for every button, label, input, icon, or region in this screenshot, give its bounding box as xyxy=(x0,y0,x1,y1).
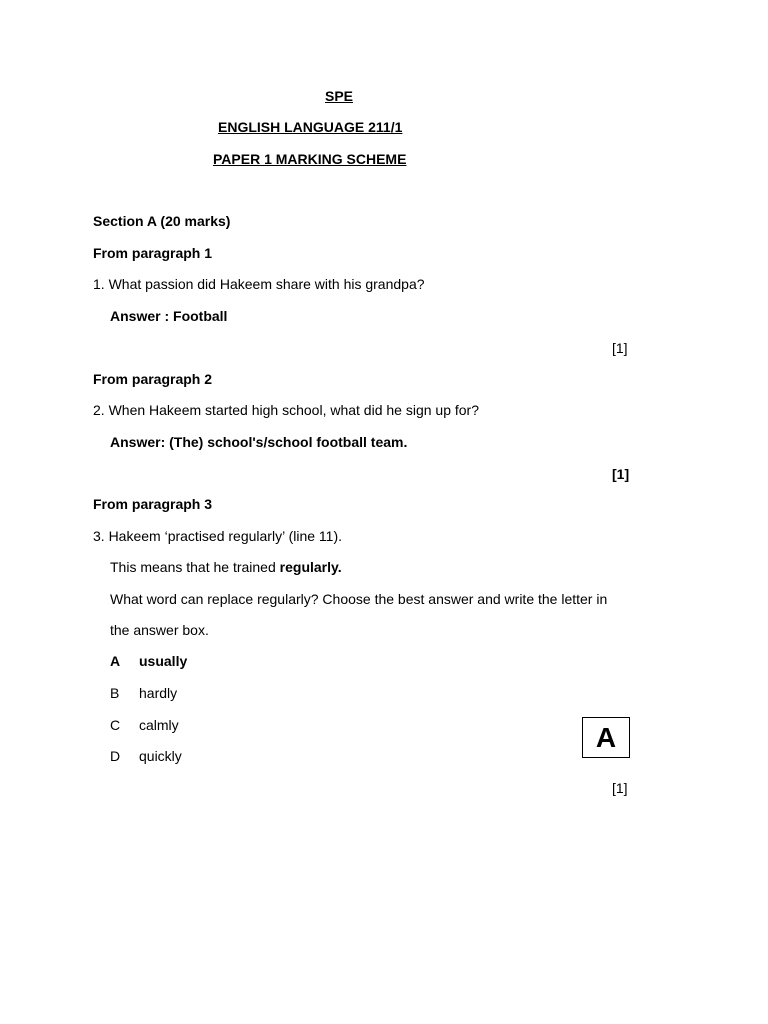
q3-option-a xyxy=(110,653,187,669)
q1-paragraph-label: From paragraph 1 xyxy=(93,245,213,261)
document-header-paper: PAPER 1 MARKING SCHEME xyxy=(213,151,407,167)
document-header-subject: ENGLISH LANGUAGE 211/1 xyxy=(218,119,403,135)
q3-option-b xyxy=(110,685,177,701)
option-text: hardly xyxy=(139,685,178,701)
option-letter: A xyxy=(110,653,121,669)
q2-question: 2. When Hakeem started high school, what did he sign up for? xyxy=(93,402,479,418)
q2-paragraph-label: From paragraph 2 xyxy=(93,371,213,387)
q3-mark: [1] xyxy=(612,780,628,796)
q1-mark: [1] xyxy=(612,340,628,356)
q3-instruction-line1: What word can replace regularly? Choose the best answer and write the letter in xyxy=(110,591,608,607)
option-letter: D xyxy=(110,748,121,764)
q1-answer: Answer : Football xyxy=(110,308,228,324)
document-header-spe: SPE xyxy=(325,88,354,104)
q1-question: 1. What passion did Hakeem share with his grandpa? xyxy=(93,276,425,292)
q3-instruction-line2: the answer box. xyxy=(110,622,209,638)
q2-mark: [1] xyxy=(612,466,630,482)
option-letter: B xyxy=(110,685,120,701)
option-text: usually xyxy=(139,653,188,669)
q3-meaning-text: This means that he trained xyxy=(110,559,280,575)
q3-paragraph-label: From paragraph 3 xyxy=(93,496,213,512)
q3-meaning xyxy=(110,559,342,575)
option-letter: C xyxy=(110,717,121,733)
q2-answer: Answer: (The) school's/school football team. xyxy=(110,434,408,450)
q3-meaning-bold: regularly. xyxy=(279,559,342,575)
q3-question: 3. Hakeem ‘practised regularly’ (line 11). xyxy=(93,528,342,544)
section-title: Section A (20 marks) xyxy=(93,213,231,229)
q3-option-d xyxy=(110,748,182,764)
option-text: quickly xyxy=(139,748,182,764)
option-text: calmly xyxy=(139,717,179,733)
q3-option-c xyxy=(110,717,179,733)
q3-answer-box: A xyxy=(582,717,630,758)
